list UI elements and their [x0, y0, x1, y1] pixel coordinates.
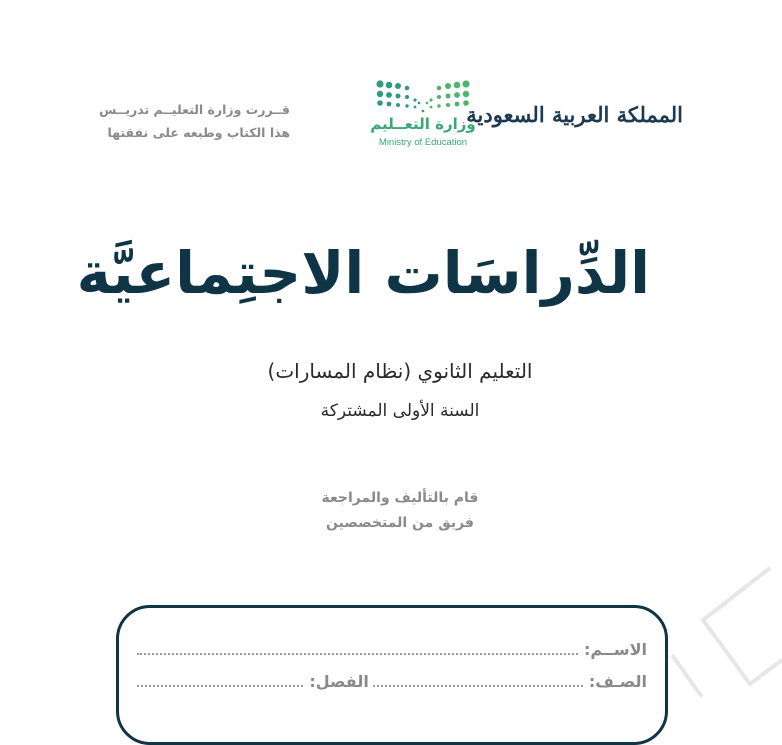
name-label: الاســم:: [583, 640, 647, 659]
moe-english-name: Ministry of Education: [378, 137, 468, 148]
ministry-statement: [100, 98, 290, 144]
authors-line-1: قام بالتأليف والمراجعة: [321, 490, 479, 506]
kingdom-calligraphy: المملكة العربية السعودية: [466, 102, 683, 127]
section-label: الفصل:: [309, 672, 369, 691]
statement-line-2: هذا الكتاب وطبعه على نفقتها: [107, 125, 290, 140]
book-title: الدِّراسَات الاجتِماعيَّة: [76, 239, 650, 307]
statement-line-1: قــررت وزارة التعليــم تدريــس: [99, 102, 290, 117]
authors-credit: [280, 486, 520, 536]
grade-field[interactable]: [373, 685, 583, 687]
name-field[interactable]: [137, 653, 578, 655]
book-subtitle: التعليم الثانوي (نظام المسارات): [267, 359, 533, 383]
book-year: السنة الأولى المشتركة: [320, 401, 480, 421]
ministry-of-education-logo: [368, 78, 478, 153]
authors-line-2: فريق من المتخصصين: [326, 515, 474, 531]
name-field-row: [137, 640, 647, 659]
student-info-box: [116, 605, 668, 745]
moe-dots-icon: [376, 80, 470, 114]
section-field[interactable]: [137, 685, 303, 687]
moe-arabic-name: وزارة التعــليم: [370, 115, 476, 133]
grade-section-row: [137, 672, 647, 691]
grade-label: الصـف:: [588, 672, 647, 691]
